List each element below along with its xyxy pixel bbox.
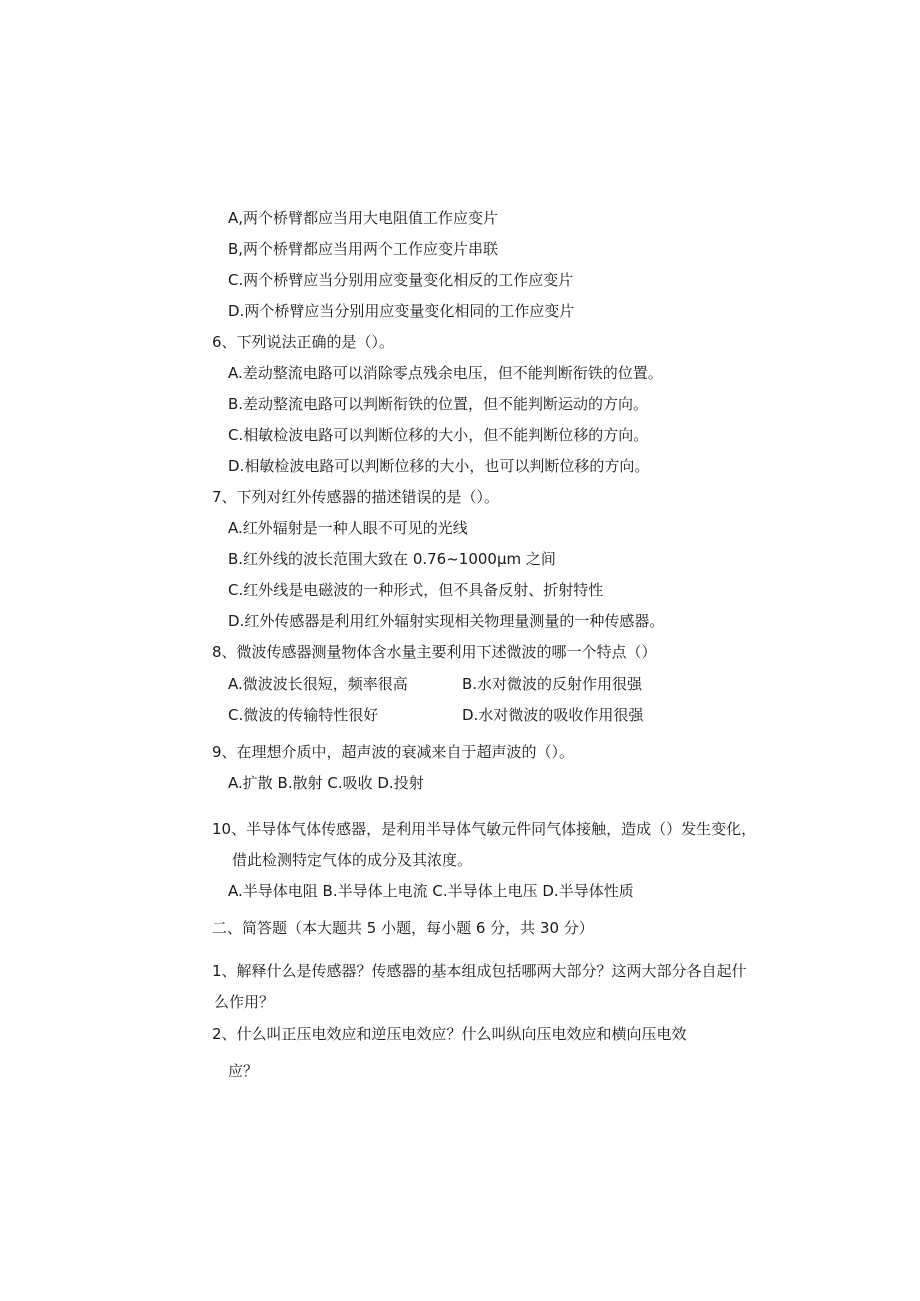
q7-option-b: B.红外线的波长范围大致在 0.76~1000μm 之间 <box>228 550 556 568</box>
q8-stem: 8、微波传感器测量物体含水量主要利用下述微波的哪一个特点（） <box>212 643 657 661</box>
q5-option-a: A,两个桥臂都应当用大电阻值工作应变片 <box>228 209 499 227</box>
q5-option-d: D.两个桥臂应当分别用应变量变化相同的工作应变片 <box>228 302 575 320</box>
sq2-line1: 2、什么叫正压电效应和逆压电效应？什么叫纵向压电效应和横向压电效 <box>212 1025 687 1043</box>
q9-options: A.扩散 B.散射 C.吸收 D.投射 <box>228 774 424 792</box>
q8-option-d: D.水对微波的吸收作用很强 <box>462 706 644 724</box>
q5-option-c: C.两个桥臂应当分别用应变量变化相反的工作应变片 <box>228 271 574 289</box>
sq1-line2: 么作用？ <box>214 993 275 1011</box>
q10-stem-line2: 借此检测特定气体的成分及其浓度。 <box>232 851 473 869</box>
q10-options: A.半导体电阻 B.半导体上电流 C.半导体上电压 D.半导体性质 <box>228 882 634 900</box>
q6-stem: 6、下列说法正确的是（）。 <box>212 333 395 351</box>
sq2-line2: 应？ <box>228 1062 259 1080</box>
q6-option-d: D.相敏检波电路可以判断位移的大小，也可以判断位移的方向。 <box>228 457 650 475</box>
q7-option-a: A.红外辐射是一种人眼不可见的光线 <box>228 519 468 537</box>
q7-option-d: D.红外传感器是利用红外辐射实现相关物理量测量的一种传感器。 <box>228 612 665 630</box>
q8-option-a: A.微波波长很短，频率很高 <box>228 675 408 693</box>
q8-option-c: C.微波的传输特性很好 <box>228 706 379 724</box>
section2-title: 二、简答题（本大题共 5 小题，每小题 6 分，共 30 分） <box>212 919 594 937</box>
q8-option-b: B.水对微波的反射作用很强 <box>462 675 643 693</box>
q6-option-a: A.差动整流电路可以消除零点残余电压，但不能判断衔铁的位置。 <box>228 364 663 382</box>
q6-option-c: C.相敏检波电路可以判断位移的大小，但不能判断位移的方向。 <box>228 426 649 444</box>
sq1-line1: 1、解释什么是传感器？传感器的基本组成包括哪两大部分？这两大部分各自起什 <box>212 962 747 980</box>
q7-stem: 7、下列对红外传感器的描述错误的是（）。 <box>212 488 500 506</box>
q7-option-c: C.红外线是电磁波的一种形式，但不具备反射、折射特性 <box>228 581 604 599</box>
q10-stem-line1: 10、半导体气体传感器，是利用半导体气敏元件同气体接触，造成（）发生变化， <box>212 820 757 838</box>
q5-option-b: B,两个桥臂都应当用两个工作应变片串联 <box>228 240 499 258</box>
q6-option-b: B.差动整流电路可以判断衔铁的位置，但不能判断运动的方向。 <box>228 395 649 413</box>
q9-stem: 9、在理想介质中，超声波的衰减来自于超声波的（）。 <box>212 743 575 761</box>
